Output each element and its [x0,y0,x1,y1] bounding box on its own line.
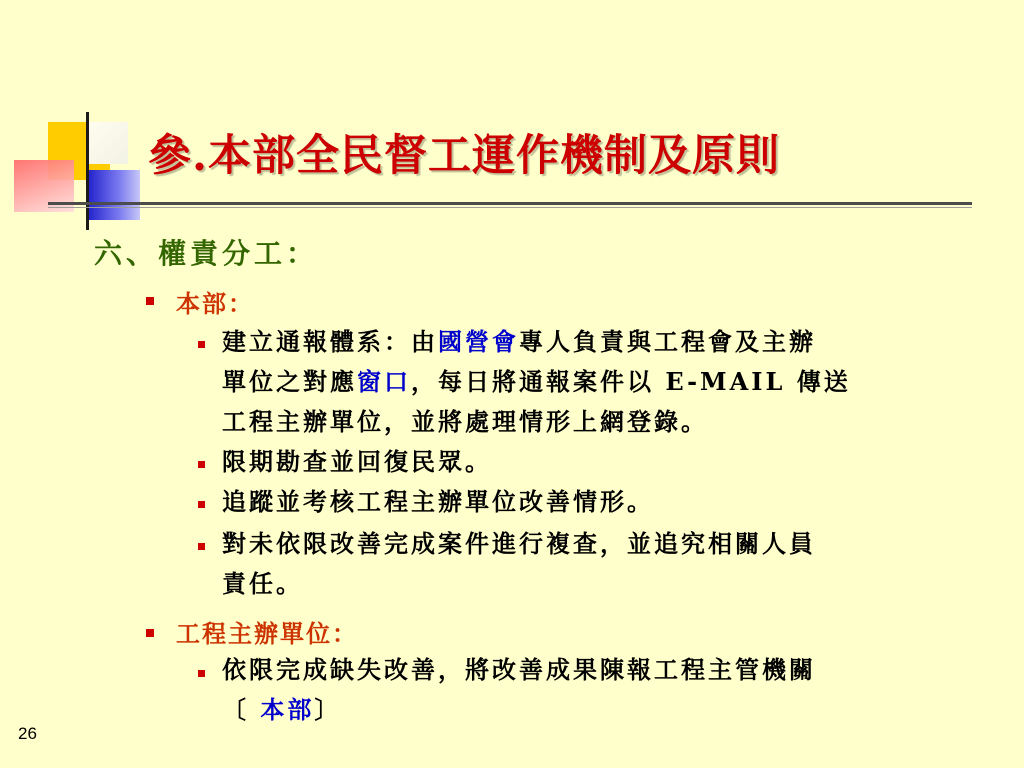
list-item-line: 追蹤並考核工程主辦單位改善情形。 [222,487,654,516]
subsection-heading-agency: 工程主辦單位： [176,619,358,648]
logo-square-blue [88,170,140,220]
item-text: 〔 [222,695,249,724]
title-underline [48,202,972,205]
item-text: 專人負責與工程會及主辦 [519,327,816,356]
bullet-icon [198,341,205,348]
page-number: 26 [18,724,37,743]
slide-title: 參.本部全民督工運作機制及原則 [148,131,780,181]
subsection-heading-ministry: 本部： [176,289,254,318]
bullet-icon [198,670,205,677]
bullet-icon [198,501,205,508]
section-heading: 六、權責分工： [94,237,319,270]
list-item-line: 對未依限改善完成案件進行複查，並追究相關人員 [222,529,816,558]
item-highlight: 本部 [249,695,315,724]
list-item-line [222,322,816,362]
bullet-icon [198,461,205,468]
item-text: ，每日將通報案件以 E-MAIL 傳送 [411,367,851,396]
item-text: 建立通報體系：由 [222,327,438,356]
item-text: 〕 [314,695,342,724]
bullet-icon [146,297,154,305]
item-highlight: 窗口 [357,367,411,396]
item-text: 單位之對應 [222,367,357,396]
list-item-line: 責任。 [222,569,303,598]
list-item-line: 工程主辦單位，並將處理情形上網登錄。 [222,407,708,436]
bullet-icon [146,629,154,637]
logo-vertical-line [86,112,89,230]
item-highlight: 國營會 [438,327,519,356]
list-item-line: 依限完成缺失改善，將改善成果陳報工程主管機關 [222,655,816,684]
list-item-line: 限期勘查並回復民眾。 [222,447,492,476]
logo-square-white [88,122,128,164]
title-underline-thin [48,207,972,208]
list-item-line [222,362,851,402]
list-item-line [222,690,341,730]
bullet-icon [198,543,205,550]
